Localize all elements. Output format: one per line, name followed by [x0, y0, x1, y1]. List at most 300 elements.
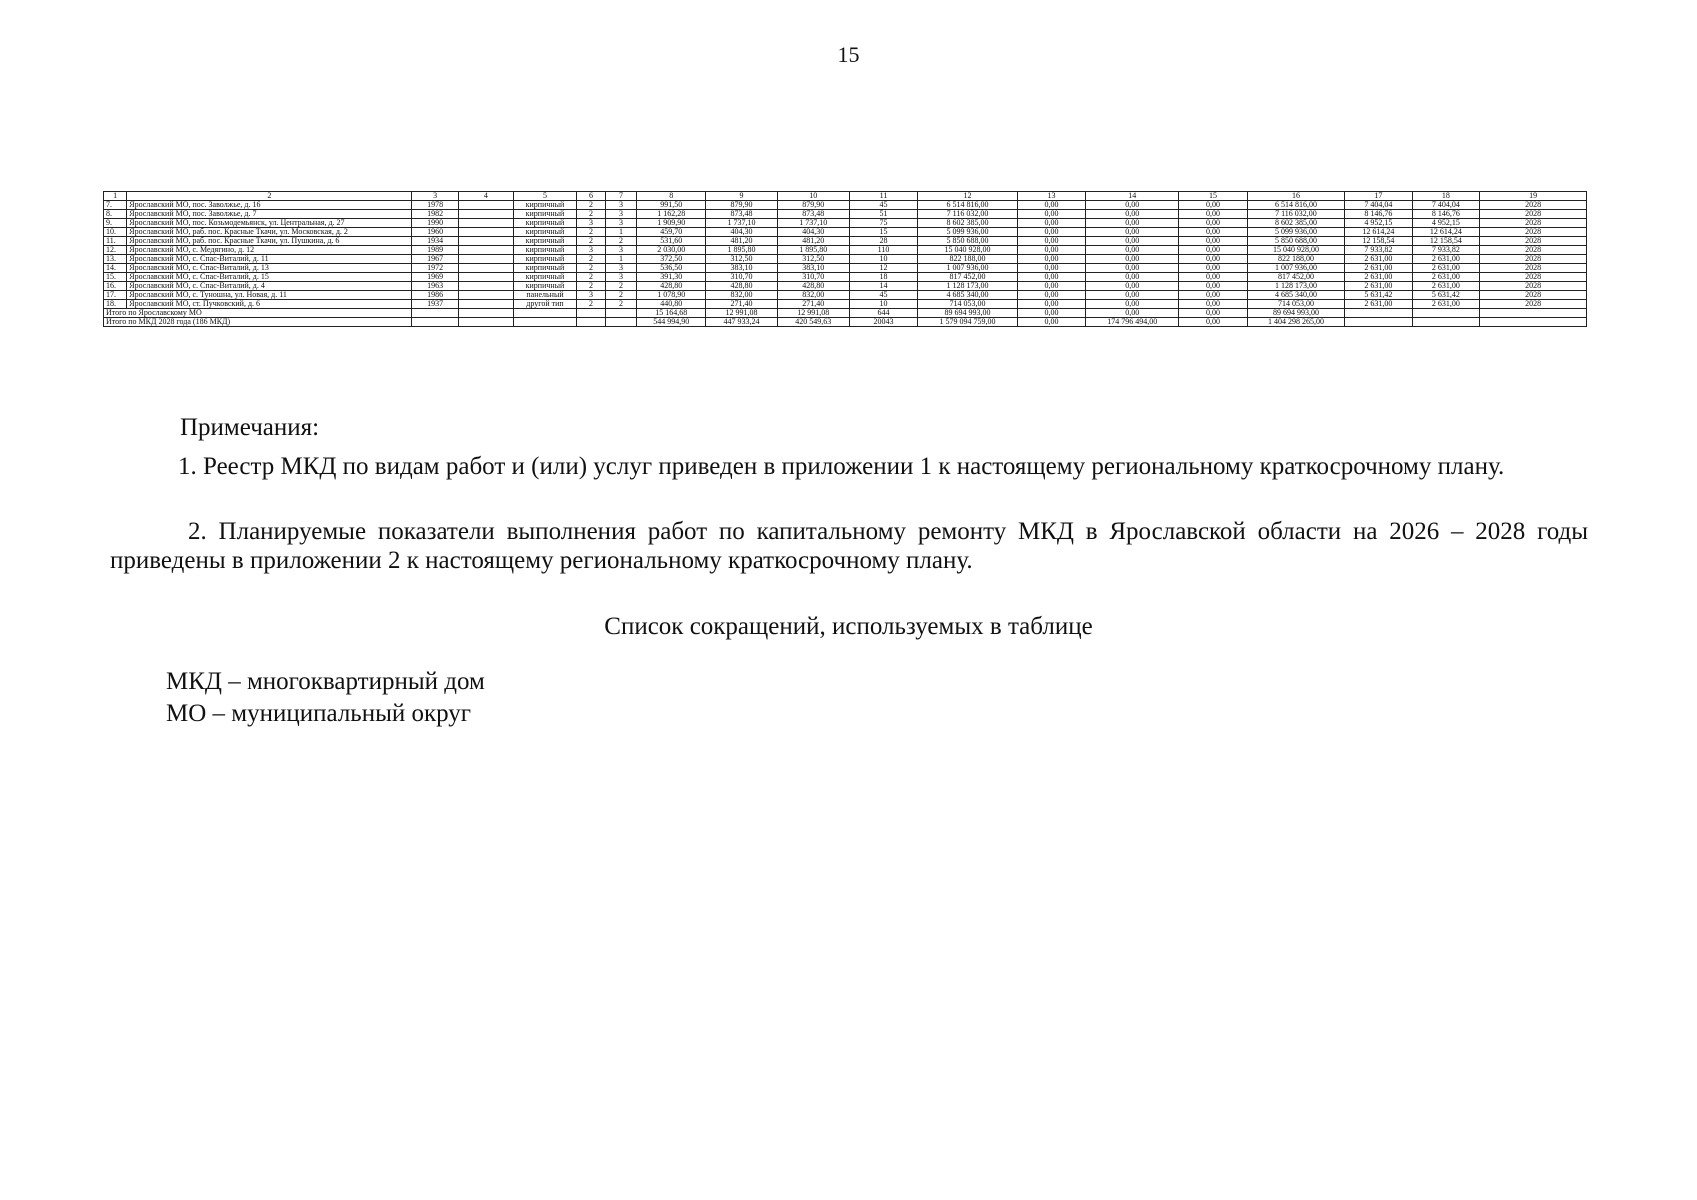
- table-cell: 1: [605, 255, 637, 264]
- table-cell: кирпичный: [513, 210, 576, 219]
- table-cell: 4 952,15: [1345, 219, 1413, 228]
- table-cell: 0,00: [1017, 201, 1086, 210]
- table-cell: 0,00: [1017, 228, 1086, 237]
- table-cell: [458, 228, 513, 237]
- table-cell: 1982: [412, 210, 458, 219]
- table-cell: 2: [605, 237, 637, 246]
- table-cell: 12.: [104, 246, 127, 255]
- table-cell: 1986: [412, 291, 458, 300]
- table-cell: 2: [577, 264, 606, 273]
- table-cell: 817 452,00: [1247, 273, 1344, 282]
- table-cell: 0,00: [1017, 237, 1086, 246]
- table-cell: 15 164,68: [637, 309, 706, 318]
- table-cell: Ярославский МО, ст. Пучковский, д. 6: [127, 300, 412, 309]
- table-cell: 10.: [104, 228, 127, 237]
- table-cell: 404,30: [777, 228, 849, 237]
- table-cell: 544 994,90: [637, 318, 706, 327]
- table-cell: 1934: [412, 237, 458, 246]
- table-cell: 8.: [104, 210, 127, 219]
- table-cell: 0,00: [1179, 282, 1248, 291]
- column-header: 19: [1480, 192, 1587, 201]
- table-cell: другой тип: [513, 300, 576, 309]
- table-cell: 0,00: [1017, 219, 1086, 228]
- table-cell: 2028: [1480, 291, 1587, 300]
- table-cell: 14: [849, 282, 918, 291]
- table-cell: 17.: [104, 291, 127, 300]
- table-cell: 89 694 993,00: [1247, 309, 1344, 318]
- table-cell: 1 909,90: [637, 219, 706, 228]
- table-cell: 832,00: [706, 291, 778, 300]
- table-cell: 18: [849, 273, 918, 282]
- table-cell: 873,48: [706, 210, 778, 219]
- table-cell: 2028: [1480, 246, 1587, 255]
- table-cell: 714 053,00: [1247, 300, 1344, 309]
- table-cell: 2028: [1480, 219, 1587, 228]
- table-cell: 879,90: [706, 201, 778, 210]
- table-cell: 2028: [1480, 282, 1587, 291]
- total-label: Итого по МКД 2028 года (186 МКД): [104, 318, 412, 327]
- table-cell: 1989: [412, 246, 458, 255]
- table-cell: 5 099 936,00: [1247, 228, 1344, 237]
- table-cell: 45: [849, 291, 918, 300]
- table-cell: 1960: [412, 228, 458, 237]
- table-cell: [513, 318, 576, 327]
- table-cell: Ярославский МО, с. Спас-Виталий, д. 4: [127, 282, 412, 291]
- table-cell: 2: [605, 282, 637, 291]
- table-cell: 2 631,00: [1412, 273, 1480, 282]
- table-cell: 0,00: [1017, 282, 1086, 291]
- table-cell: [458, 291, 513, 300]
- table-cell: Ярославский МО, с. Спас-Виталий, д. 15: [127, 273, 412, 282]
- table-cell: 75: [849, 219, 918, 228]
- table-cell: 13.: [104, 255, 127, 264]
- abbreviations-title: Список сокращений, используемых в таблице: [604, 613, 1093, 640]
- table-row: [104, 273, 1587, 282]
- table-cell: 0,00: [1179, 318, 1248, 327]
- table-cell: [458, 219, 513, 228]
- table-cell: 2: [577, 237, 606, 246]
- table-cell: 3: [577, 219, 606, 228]
- table-total-row: [104, 309, 1587, 318]
- table-row: [104, 237, 1587, 246]
- table-cell: 4 685 340,00: [1247, 291, 1344, 300]
- table-row: [104, 255, 1587, 264]
- table-cell: кирпичный: [513, 255, 576, 264]
- table-cell: 11.: [104, 237, 127, 246]
- table-cell: 2 631,00: [1345, 255, 1413, 264]
- table-cell: 428,80: [706, 282, 778, 291]
- table-cell: 481,20: [706, 237, 778, 246]
- table-row: [104, 264, 1587, 273]
- table-cell: 873,48: [777, 210, 849, 219]
- table-cell: 15.: [104, 273, 127, 282]
- table-cell: [458, 201, 513, 210]
- table-cell: 0,00: [1086, 300, 1179, 309]
- table-cell: 15: [849, 228, 918, 237]
- table-cell: 0,00: [1017, 246, 1086, 255]
- table-cell: 2: [605, 300, 637, 309]
- table-cell: 1990: [412, 219, 458, 228]
- table-cell: Ярославский МО, с. Спас-Виталий, д. 13: [127, 264, 412, 273]
- column-header: 10: [777, 192, 849, 201]
- table-cell: 3: [605, 273, 637, 282]
- table-cell: 0,00: [1086, 219, 1179, 228]
- table-cell: 6 514 816,00: [1247, 201, 1344, 210]
- table-cell: 879,90: [777, 201, 849, 210]
- table-cell: 2 631,00: [1345, 300, 1413, 309]
- table-cell: 2 631,00: [1412, 282, 1480, 291]
- table-cell: 2028: [1480, 300, 1587, 309]
- table-cell: 2028: [1480, 210, 1587, 219]
- table-cell: [513, 309, 576, 318]
- table-cell: 3: [577, 291, 606, 300]
- table-body: [104, 201, 1587, 327]
- table-cell: 7 933,82: [1412, 246, 1480, 255]
- table-cell: 2: [605, 291, 637, 300]
- table-cell: 817 452,00: [918, 273, 1017, 282]
- table-cell: 5 850 688,00: [1247, 237, 1344, 246]
- table-cell: 0,00: [1179, 255, 1248, 264]
- table-cell: 0,00: [1179, 291, 1248, 300]
- table-cell: 459,70: [637, 228, 706, 237]
- table-row: [104, 300, 1587, 309]
- table-cell: кирпичный: [513, 264, 576, 273]
- table-row: [104, 210, 1587, 219]
- column-header: 7: [605, 192, 637, 201]
- column-header: 16: [1247, 192, 1344, 201]
- table-total-row: [104, 318, 1587, 327]
- table-cell: 1 007 936,00: [918, 264, 1017, 273]
- table-cell: [412, 318, 458, 327]
- table-header-row: [104, 192, 1587, 201]
- table-cell: 5 099 936,00: [918, 228, 1017, 237]
- table-cell: 110: [849, 246, 918, 255]
- table-cell: кирпичный: [513, 237, 576, 246]
- table-cell: [1412, 318, 1480, 327]
- table-cell: 5 850 688,00: [918, 237, 1017, 246]
- table-cell: 10: [849, 300, 918, 309]
- table-cell: [458, 309, 513, 318]
- table-cell: Ярославский МО, раб. пос. Красные Ткачи, ул. Пушкина, д. 6: [127, 237, 412, 246]
- table-cell: 0,00: [1179, 309, 1248, 318]
- table-cell: 0,00: [1179, 219, 1248, 228]
- table-cell: 89 694 993,00: [918, 309, 1017, 318]
- table-cell: 383,10: [777, 264, 849, 273]
- table-cell: 12 991,08: [777, 309, 849, 318]
- table-cell: 0,00: [1086, 246, 1179, 255]
- column-header: 15: [1179, 192, 1248, 201]
- table-cell: 4 685 340,00: [918, 291, 1017, 300]
- table-cell: 2: [577, 255, 606, 264]
- table-cell: 2: [577, 300, 606, 309]
- table-cell: [605, 318, 637, 327]
- column-header: 13: [1017, 192, 1086, 201]
- table-cell: [458, 318, 513, 327]
- column-header: 12: [918, 192, 1017, 201]
- table-cell: 7.: [104, 201, 127, 210]
- table-cell: 1 078,90: [637, 291, 706, 300]
- table-cell: 536,50: [637, 264, 706, 273]
- table-cell: 0,00: [1179, 228, 1248, 237]
- table-cell: Ярославский МО, пос. Заволжье, д. 7: [127, 210, 412, 219]
- table-cell: [458, 255, 513, 264]
- note-item-2: 2. Планируемые показатели выполнения работ по капитальному ремонту МКД в Ярославской области на 2026 – 2028 годы приведены в приложении 2 к настоящему региональному краткосрочному плану.: [110, 518, 1588, 574]
- table-cell: 0,00: [1017, 318, 1086, 327]
- table-cell: 2028: [1480, 255, 1587, 264]
- table-cell: кирпичный: [513, 273, 576, 282]
- table-cell: 822 188,00: [1247, 255, 1344, 264]
- table-row: [104, 246, 1587, 255]
- table-cell: 0,00: [1179, 237, 1248, 246]
- table-cell: 15 040 928,00: [918, 246, 1017, 255]
- table-cell: кирпичный: [513, 246, 576, 255]
- table-cell: панельный: [513, 291, 576, 300]
- table-cell: [412, 309, 458, 318]
- table-cell: 2 631,00: [1412, 300, 1480, 309]
- table-cell: 2: [577, 282, 606, 291]
- table-cell: 420 549,63: [777, 318, 849, 327]
- table-cell: 0,00: [1179, 264, 1248, 273]
- table-cell: [458, 273, 513, 282]
- table-cell: 2028: [1480, 237, 1587, 246]
- table-cell: [577, 309, 606, 318]
- table-cell: 1978: [412, 201, 458, 210]
- table-cell: 7 116 032,00: [918, 210, 1017, 219]
- table-cell: [458, 210, 513, 219]
- table-cell: 3: [577, 246, 606, 255]
- table-cell: [458, 282, 513, 291]
- table-cell: 1 128 173,00: [918, 282, 1017, 291]
- table-cell: 1 737,10: [706, 219, 778, 228]
- table-cell: 0,00: [1086, 309, 1179, 318]
- table-cell: [458, 264, 513, 273]
- table-cell: 0,00: [1017, 264, 1086, 273]
- column-header: 11: [849, 192, 918, 201]
- column-header: 3: [412, 192, 458, 201]
- table-cell: 1937: [412, 300, 458, 309]
- table-cell: 3: [605, 210, 637, 219]
- column-header: 8: [637, 192, 706, 201]
- column-header: 18: [1412, 192, 1480, 201]
- table-cell: [605, 309, 637, 318]
- table-cell: 2: [577, 210, 606, 219]
- table-cell: 312,50: [777, 255, 849, 264]
- table-cell: Ярославский МО, с. Медягино, д. 12: [127, 246, 412, 255]
- table-cell: 1972: [412, 264, 458, 273]
- table-cell: Ярославский МО, пос. Козьмодемьянск, ул. Центральная, д. 27: [127, 219, 412, 228]
- registry-table: [103, 191, 1587, 327]
- table-cell: 2: [577, 273, 606, 282]
- table-cell: 0,00: [1086, 264, 1179, 273]
- table-cell: [1345, 309, 1413, 318]
- column-header: 17: [1345, 192, 1413, 201]
- table-cell: 2 631,00: [1345, 264, 1413, 273]
- table-cell: 51: [849, 210, 918, 219]
- table-cell: 312,50: [706, 255, 778, 264]
- table-cell: 0,00: [1017, 291, 1086, 300]
- table-cell: [458, 237, 513, 246]
- table-cell: [1480, 309, 1587, 318]
- abbreviation-item: МКД – многоквартирный дом: [166, 668, 485, 695]
- column-header: 2: [127, 192, 412, 201]
- table-cell: 12 158,54: [1345, 237, 1413, 246]
- table-cell: [458, 246, 513, 255]
- table-cell: 6 514 816,00: [918, 201, 1017, 210]
- abbreviation-item: МО – муниципальный округ: [166, 700, 472, 727]
- table-cell: Ярославский МО, с. Спас-Виталий, д. 11: [127, 255, 412, 264]
- table-cell: 1963: [412, 282, 458, 291]
- table-cell: 531,60: [637, 237, 706, 246]
- table-cell: 2 030,00: [637, 246, 706, 255]
- table-cell: кирпичный: [513, 219, 576, 228]
- table-cell: 372,50: [637, 255, 706, 264]
- table-cell: 5 631,42: [1345, 291, 1413, 300]
- table-cell: 2 631,00: [1412, 264, 1480, 273]
- table-cell: 2 631,00: [1345, 273, 1413, 282]
- table-row: [104, 228, 1587, 237]
- table-cell: 310,70: [777, 273, 849, 282]
- table-cell: 8 146,76: [1412, 210, 1480, 219]
- notes-title: Примечания:: [180, 414, 320, 441]
- table-cell: 174 796 494,00: [1086, 318, 1179, 327]
- table-cell: 0,00: [1017, 300, 1086, 309]
- table-cell: 45: [849, 201, 918, 210]
- table-cell: 1 128 173,00: [1247, 282, 1344, 291]
- table-cell: 1 895,80: [706, 246, 778, 255]
- table-cell: Ярославский МО, раб. пос. Красные Ткачи, ул. Московская, д. 2: [127, 228, 412, 237]
- table-cell: 12 614,24: [1345, 228, 1413, 237]
- table-cell: [1412, 309, 1480, 318]
- table-cell: [1345, 318, 1413, 327]
- table-cell: 0,00: [1086, 255, 1179, 264]
- table-cell: 7 404,04: [1345, 201, 1413, 210]
- table-cell: 0,00: [1179, 300, 1248, 309]
- table-cell: 0,00: [1179, 210, 1248, 219]
- table-cell: 4 952,15: [1412, 219, 1480, 228]
- table-cell: 0,00: [1179, 201, 1248, 210]
- table-cell: 383,10: [706, 264, 778, 273]
- table-cell: кирпичный: [513, 201, 576, 210]
- table-row: [104, 201, 1587, 210]
- table-cell: 0,00: [1017, 255, 1086, 264]
- table-cell: 7 116 032,00: [1247, 210, 1344, 219]
- table-cell: 0,00: [1179, 246, 1248, 255]
- column-header: 14: [1086, 192, 1179, 201]
- table-cell: 2028: [1480, 228, 1587, 237]
- table-cell: 447 933,24: [706, 318, 778, 327]
- table-cell: 5 631,42: [1412, 291, 1480, 300]
- table-cell: 822 188,00: [918, 255, 1017, 264]
- table-cell: 0,00: [1017, 273, 1086, 282]
- table-cell: 2028: [1480, 273, 1587, 282]
- table-cell: 2 631,00: [1412, 255, 1480, 264]
- table-cell: 3: [605, 264, 637, 273]
- table-row: [104, 219, 1587, 228]
- table-cell: 12: [849, 264, 918, 273]
- table-cell: 832,00: [777, 291, 849, 300]
- table-cell: 1 162,28: [637, 210, 706, 219]
- table-cell: 0,00: [1086, 210, 1179, 219]
- table-cell: Ярославский МО, с. Туношна, ул. Новая, д. 11: [127, 291, 412, 300]
- table-cell: 7 933,82: [1345, 246, 1413, 255]
- table-cell: 3: [605, 219, 637, 228]
- table-cell: 20043: [849, 318, 918, 327]
- table-cell: 9.: [104, 219, 127, 228]
- table-cell: 271,40: [706, 300, 778, 309]
- table-cell: [458, 300, 513, 309]
- table-cell: 1967: [412, 255, 458, 264]
- table-cell: кирпичный: [513, 228, 576, 237]
- table-cell: 28: [849, 237, 918, 246]
- table-cell: 644: [849, 309, 918, 318]
- table-cell: 12 158,54: [1412, 237, 1480, 246]
- table-cell: 8 602 385,00: [918, 219, 1017, 228]
- table-cell: 12 991,08: [706, 309, 778, 318]
- table-cell: 10: [849, 255, 918, 264]
- table-cell: 0,00: [1086, 291, 1179, 300]
- table-cell: 481,20: [777, 237, 849, 246]
- table-cell: 12 614,24: [1412, 228, 1480, 237]
- table-cell: 2028: [1480, 264, 1587, 273]
- table-cell: 2: [577, 228, 606, 237]
- table-cell: 1969: [412, 273, 458, 282]
- table-cell: 0,00: [1086, 237, 1179, 246]
- table-cell: 3: [605, 201, 637, 210]
- table-cell: 1: [605, 228, 637, 237]
- table-cell: 0,00: [1086, 282, 1179, 291]
- total-label: Итого по Ярославскому МО: [104, 309, 412, 318]
- table-cell: 428,80: [637, 282, 706, 291]
- table-cell: 8 602 385,00: [1247, 219, 1344, 228]
- table-cell: 391,30: [637, 273, 706, 282]
- table-cell: 3: [605, 246, 637, 255]
- table-cell: 0,00: [1086, 228, 1179, 237]
- table-cell: 2028: [1480, 201, 1587, 210]
- page-number: 15: [837, 42, 860, 67]
- table-cell: 15 040 928,00: [1247, 246, 1344, 255]
- table-cell: 18.: [104, 300, 127, 309]
- column-header: 4: [458, 192, 513, 201]
- table-cell: 7 404,04: [1412, 201, 1480, 210]
- table-cell: 16.: [104, 282, 127, 291]
- table-cell: 0,00: [1086, 201, 1179, 210]
- table-cell: 1 895,80: [777, 246, 849, 255]
- table-cell: 0,00: [1179, 273, 1248, 282]
- table-cell: 1 404 298 265,00: [1247, 318, 1344, 327]
- note-item-1: 1. Реестр МКД по видам работ и (или) услуг приведен в приложении 1 к настоящему региональному краткосрочному плану.: [178, 453, 1505, 480]
- table-cell: Ярославский МО, пос. Заволжье, д. 16: [127, 201, 412, 210]
- table-cell: 310,70: [706, 273, 778, 282]
- table-cell: 1 007 936,00: [1247, 264, 1344, 273]
- table-cell: 2 631,00: [1345, 282, 1413, 291]
- table-cell: 404,30: [706, 228, 778, 237]
- table-cell: 271,40: [777, 300, 849, 309]
- table-cell: 428,80: [777, 282, 849, 291]
- table-cell: [577, 318, 606, 327]
- table-row: [104, 282, 1587, 291]
- table-cell: [1480, 318, 1587, 327]
- table-cell: 714 053,00: [918, 300, 1017, 309]
- table-cell: 14.: [104, 264, 127, 273]
- column-header: 6: [577, 192, 606, 201]
- table-cell: 0,00: [1017, 210, 1086, 219]
- table-cell: 991,50: [637, 201, 706, 210]
- table-cell: кирпичный: [513, 282, 576, 291]
- column-header: 5: [513, 192, 576, 201]
- table-row: [104, 291, 1587, 300]
- table-cell: 440,80: [637, 300, 706, 309]
- table-cell: 1 579 094 759,00: [918, 318, 1017, 327]
